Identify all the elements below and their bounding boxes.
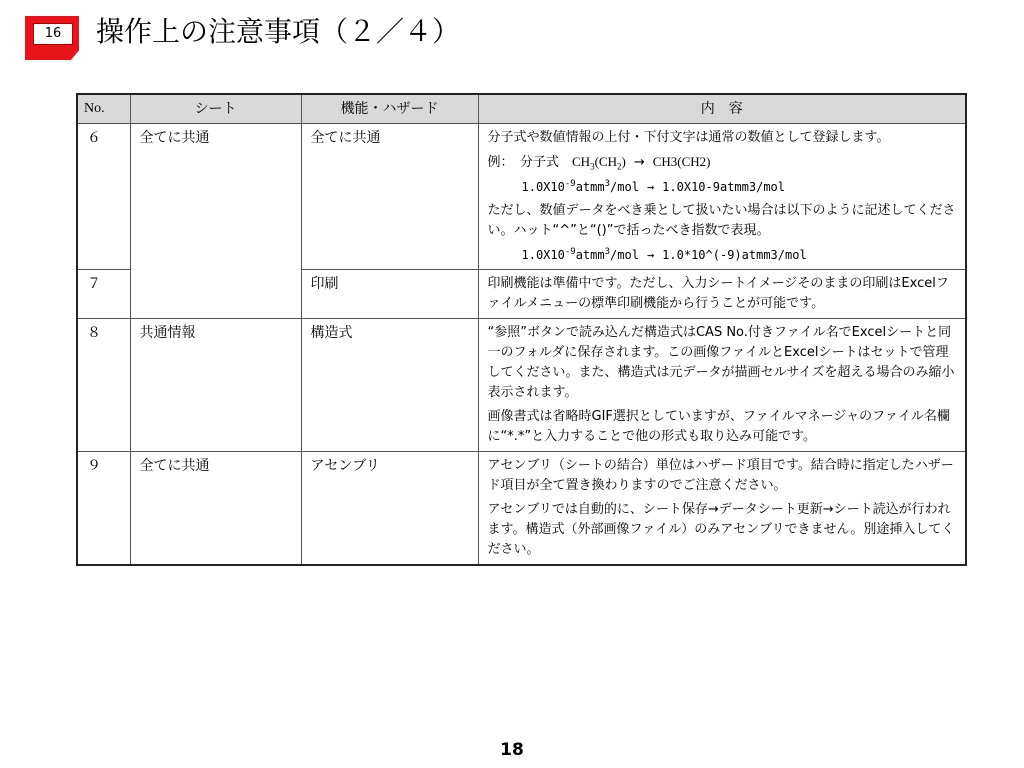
content-paragraph: 分子式や数値情報の上付・下付文字は通常の数値として登録します。 (487, 130, 890, 145)
table-row (77, 452, 966, 566)
header-content: 内 容 (478, 94, 966, 124)
content-paragraph: アセンブリ（シートの結合）単位はハザード項目です。結合時に指定したハザード項目が全て置き換わりますのでご注意ください。 (487, 458, 954, 493)
row-sheet: 共通情報 (130, 319, 301, 452)
unit-example: $1.0X10^{-9}atmm^3$/mol → 1.0X10-9atmm3/mol (521, 179, 785, 194)
header-sheet: シート (130, 94, 301, 124)
row-content (478, 270, 966, 319)
page-number: 18 (500, 740, 524, 760)
content-paragraph: ただし、数値データをべき乗として扱いたい場合は以下のように記述してください。ハット“^”と“()”で括ったべき指数で表現。 (487, 203, 956, 238)
row-no: ７ (77, 270, 130, 319)
notes-table (76, 93, 967, 566)
content-paragraph: 画像書式は省略時GIF選択としていますが、ファイルマネージャのファイル名欄に“*.*”と入力することで他の形式も取り込み可能です。 (487, 409, 950, 444)
table-row (77, 124, 966, 270)
row-content (478, 452, 966, 566)
row-sheet: 全てに共通 (130, 452, 301, 566)
row-function: 印刷 (301, 270, 478, 319)
table-header-row (77, 94, 966, 124)
header-function: 機能・ハザード (301, 94, 478, 124)
arrow-icon: → (646, 180, 655, 194)
arrow-icon: → (633, 155, 645, 170)
table-row (77, 319, 966, 452)
content-paragraph: 印刷機能は準備中です。ただし、入力シートイメージそのままの印刷はExcelファイルメニューの標準印刷機能から行うことが可能です。 (487, 276, 949, 311)
slide-number-label: 16 (33, 23, 73, 45)
arrow-icon: → (646, 248, 655, 262)
row-no: ８ (77, 319, 130, 452)
content-paragraph: アセンブリでは自動的に、シート保存→データシート更新→シート読込が行われます。構造式（外部画像ファイル）のみアセンブリできません。別途挿入してください。 (487, 502, 955, 557)
row-function: 構造式 (301, 319, 478, 452)
row-sheet: 全てに共通 (130, 124, 301, 319)
row-content (478, 124, 966, 270)
header-no: No. (77, 94, 130, 124)
unit-example-power: $1.0X10^{-9}atmm^3$/mol → 1.0*10^(-9)atmm3/mol (521, 247, 807, 262)
page-title: 操作上の注意事項（２／４） (96, 15, 461, 48)
row-no: ６ (77, 124, 130, 270)
row-content (478, 319, 966, 452)
row-no: ９ (77, 452, 130, 566)
content-paragraph: “参照”ボタンで読み込んだ構造式はCAS No.付きファイル名でExcelシートと同一のフォルダに保存されます。この画像ファイルとExcelシートはセットで管理してください。また、構造式は元データが描画セルサイズを超える場合のみ縮小表示されます。 (487, 325, 955, 400)
row-function: アセンブリ (301, 452, 478, 566)
formula-example: 例： 分子式 $CH_3(CH_2) \to CH3(CH2)$ (487, 154, 711, 172)
row-function: 全てに共通 (301, 124, 478, 270)
